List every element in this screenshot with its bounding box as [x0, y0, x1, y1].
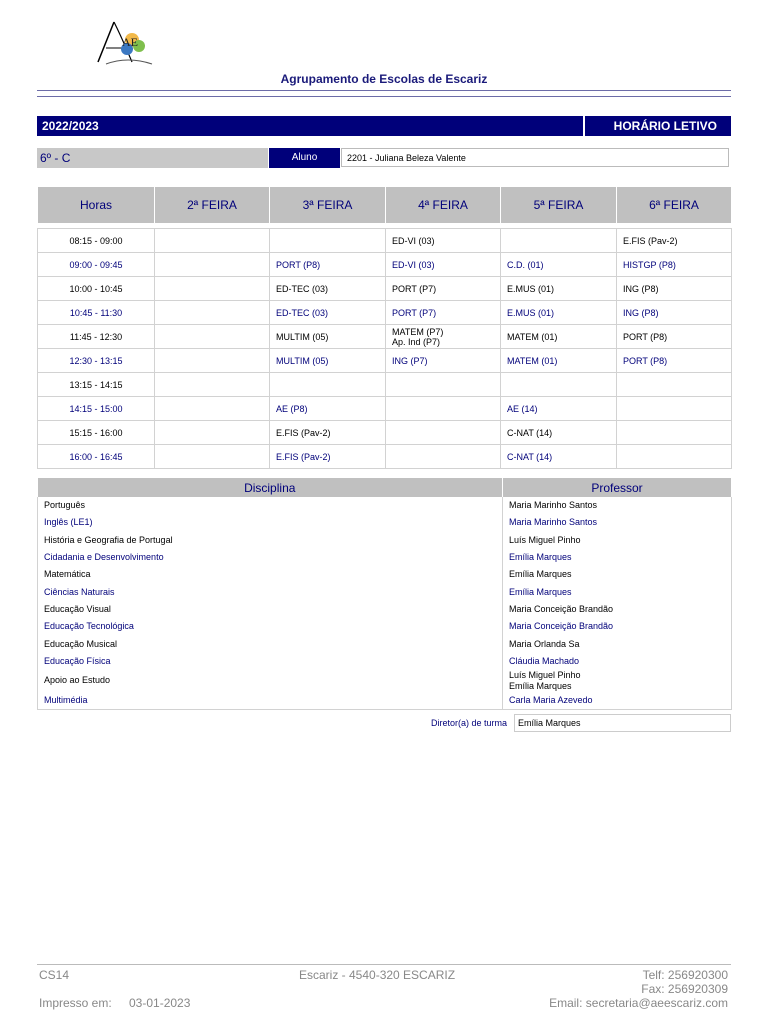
schedule-cell: MATEM (01) — [501, 349, 617, 373]
schedule-cell — [501, 229, 617, 253]
footer-printed-label: Impresso em: — [39, 996, 112, 1010]
subject-row — [38, 583, 732, 600]
schedule-row — [38, 373, 732, 397]
header-divider — [37, 90, 731, 91]
subjects-table — [37, 478, 732, 710]
class-value: 6º - C — [40, 151, 71, 165]
director-value: Emília Marques — [514, 714, 731, 732]
title-bar — [37, 116, 731, 136]
header-divider-2 — [37, 96, 731, 97]
footer-email: Email: secretaria@aeescariz.com — [549, 996, 728, 1010]
schedule-cell: E.MUS (01) — [501, 277, 617, 301]
subject-name: História e Geografia de Portugal — [38, 532, 503, 549]
schedule-cell: MATEM (P7) Ap. Ind (P7) — [386, 325, 501, 349]
schedule-cell: ED-TEC (03) — [270, 301, 386, 325]
schedule-row — [38, 349, 732, 373]
subject-name: Educação Musical — [38, 635, 503, 652]
subject-name: Português — [38, 497, 503, 514]
subject-teacher: Maria Conceição Brandão — [503, 601, 732, 618]
subject-teacher: Carla Maria Azevedo — [503, 692, 732, 710]
subject-name: Educação Física — [38, 653, 503, 670]
schedule-body — [38, 224, 732, 469]
schedule-cell — [155, 253, 270, 277]
schedule-cell: MULTIM (05) — [270, 325, 386, 349]
schedule-cell — [386, 421, 501, 445]
schedule-row — [38, 277, 732, 301]
schedule-row — [38, 301, 732, 325]
schedule-cell: E.FIS (Pav-2) — [617, 229, 732, 253]
schedule-cell: ED-VI (03) — [386, 229, 501, 253]
footer-code: CS14 — [39, 968, 70, 982]
schedule-table — [37, 186, 732, 469]
schedule-cell: MATEM (01) — [501, 325, 617, 349]
director-label: Diretor(a) de turma — [430, 718, 507, 728]
subjects-header-row — [38, 478, 732, 497]
schedule-cell — [155, 373, 270, 397]
logo-text: AE — [122, 35, 138, 49]
subject-row — [38, 566, 732, 583]
schedule-cell — [270, 373, 386, 397]
subject-teacher: Maria Marinho Santos — [503, 514, 732, 531]
schedule-cell — [270, 229, 386, 253]
schedule-cell: PORT (P8) — [270, 253, 386, 277]
schedule-cell: ING (P8) — [617, 277, 732, 301]
school-logo — [92, 18, 156, 68]
schedule-hour-cell: 11:45 - 12:30 — [38, 325, 155, 349]
schedule-cell — [155, 349, 270, 373]
subject-row — [38, 692, 732, 710]
schedule-cell — [501, 373, 617, 397]
schedule-cell: ING (P8) — [617, 301, 732, 325]
school-year: 2022/2023 — [42, 119, 99, 133]
schedule-cell: C-NAT (14) — [501, 445, 617, 469]
schedule-cell: MULTIM (05) — [270, 349, 386, 373]
subject-row — [38, 514, 732, 531]
subject-row — [38, 532, 732, 549]
schedule-cell: ED-TEC (03) — [270, 277, 386, 301]
schedule-cell: C.D. (01) — [501, 253, 617, 277]
subject-name: Matemática — [38, 566, 503, 583]
schedule-cell — [155, 229, 270, 253]
schedule-row — [38, 253, 732, 277]
student-value: 2201 - Juliana Beleza Valente — [341, 148, 729, 167]
schedule-row — [38, 397, 732, 421]
subject-name: Apoio ao Estudo — [38, 670, 503, 692]
schedule-hour-cell: 12:30 - 13:15 — [38, 349, 155, 373]
schedule-cell — [617, 373, 732, 397]
subject-teacher: Emília Marques — [503, 549, 732, 566]
schedule-cell: E.FIS (Pav-2) — [270, 445, 386, 469]
schedule-row — [38, 325, 732, 349]
schedule-hour-cell: 08:15 - 09:00 — [38, 229, 155, 253]
schedule-row — [38, 421, 732, 445]
subject-name: Cidadania e Desenvolvimento — [38, 549, 503, 566]
header-teacher: Professor — [503, 478, 732, 497]
schedule-header-row — [38, 187, 732, 224]
subject-teacher: Emília Marques — [503, 566, 732, 583]
subject-row — [38, 635, 732, 652]
schedule-cell — [617, 445, 732, 469]
header-tuesday: 3ª FEIRA — [270, 187, 386, 224]
schedule-cell — [155, 301, 270, 325]
subject-teacher: Maria Marinho Santos — [503, 497, 732, 514]
schedule-cell — [155, 397, 270, 421]
subject-teacher: Maria Orlanda Sa — [503, 635, 732, 652]
schedule-row — [38, 445, 732, 469]
schedule-cell — [155, 325, 270, 349]
subject-teacher: Maria Conceição Brandão — [503, 618, 732, 635]
subject-name: Inglês (LE1) — [38, 514, 503, 531]
schedule-cell — [155, 421, 270, 445]
footer-address: Escariz - 4540-320 ESCARIZ — [299, 968, 456, 982]
schedule-cell: PORT (P8) — [617, 349, 732, 373]
subject-row — [38, 601, 732, 618]
title-bar-separator — [583, 116, 585, 136]
subject-teacher: Luís Miguel Pinho Emília Marques — [503, 670, 732, 692]
subjects-body — [38, 497, 732, 710]
subject-teacher: Luís Miguel Pinho — [503, 532, 732, 549]
subject-row — [38, 618, 732, 635]
subject-row — [38, 497, 732, 514]
header-monday: 2ª FEIRA — [155, 187, 270, 224]
footer-phone: Telf: 256920300 — [642, 968, 728, 982]
schedule-hour-cell: 14:15 - 15:00 — [38, 397, 155, 421]
schedule-hour-cell: 10:00 - 10:45 — [38, 277, 155, 301]
schedule-cell: AE (14) — [501, 397, 617, 421]
subject-name: Educação Visual — [38, 601, 503, 618]
footer-fax: Fax: 256920309 — [641, 982, 728, 996]
schedule-cell: E.MUS (01) — [501, 301, 617, 325]
student-label: Aluno — [269, 148, 340, 168]
schedule-hour-cell: 09:00 - 09:45 — [38, 253, 155, 277]
subject-name: Multimédia — [38, 692, 503, 710]
schedule-cell — [617, 421, 732, 445]
schedule-row — [38, 229, 732, 253]
schedule-cell: PORT (P7) — [386, 301, 501, 325]
subject-row — [38, 549, 732, 566]
schedule-cell: PORT (P8) — [617, 325, 732, 349]
schedule-cell: ING (P7) — [386, 349, 501, 373]
header-subject: Disciplina — [38, 478, 503, 497]
schedule-cell — [155, 277, 270, 301]
document-type: HORÁRIO LETIVO — [613, 119, 717, 133]
school-name: Agrupamento de Escolas de Escariz — [280, 72, 488, 86]
schedule-hour-cell: 13:15 - 14:15 — [38, 373, 155, 397]
schedule-cell — [155, 445, 270, 469]
schedule-cell — [386, 397, 501, 421]
schedule-cell: ED-VI (03) — [386, 253, 501, 277]
schedule-hour-cell: 15:15 - 16:00 — [38, 421, 155, 445]
subject-teacher: Emília Marques — [503, 583, 732, 600]
subject-name: Educação Tecnológica — [38, 618, 503, 635]
footer-divider — [37, 964, 731, 965]
schedule-hour-cell: 10:45 - 11:30 — [38, 301, 155, 325]
header-hours: Horas — [38, 187, 155, 224]
header-thursday: 5ª FEIRA — [501, 187, 617, 224]
subject-row — [38, 670, 732, 692]
schedule-cell — [386, 373, 501, 397]
schedule-cell: AE (P8) — [270, 397, 386, 421]
schedule-cell: PORT (P7) — [386, 277, 501, 301]
footer-printed-date: 03-01-2023 — [129, 996, 191, 1010]
subject-name: Ciências Naturais — [38, 583, 503, 600]
schedule-cell — [617, 397, 732, 421]
header-wednesday: 4ª FEIRA — [386, 187, 501, 224]
subject-row — [38, 653, 732, 670]
schedule-cell: HISTGP (P8) — [617, 253, 732, 277]
class-label — [37, 148, 268, 168]
schedule-cell — [386, 445, 501, 469]
schedule-hour-cell: 16:00 - 16:45 — [38, 445, 155, 469]
schedule-cell: E.FIS (Pav-2) — [270, 421, 386, 445]
subject-teacher: Cláudia Machado — [503, 653, 732, 670]
schedule-cell: C-NAT (14) — [501, 421, 617, 445]
header-friday: 6ª FEIRA — [617, 187, 732, 224]
